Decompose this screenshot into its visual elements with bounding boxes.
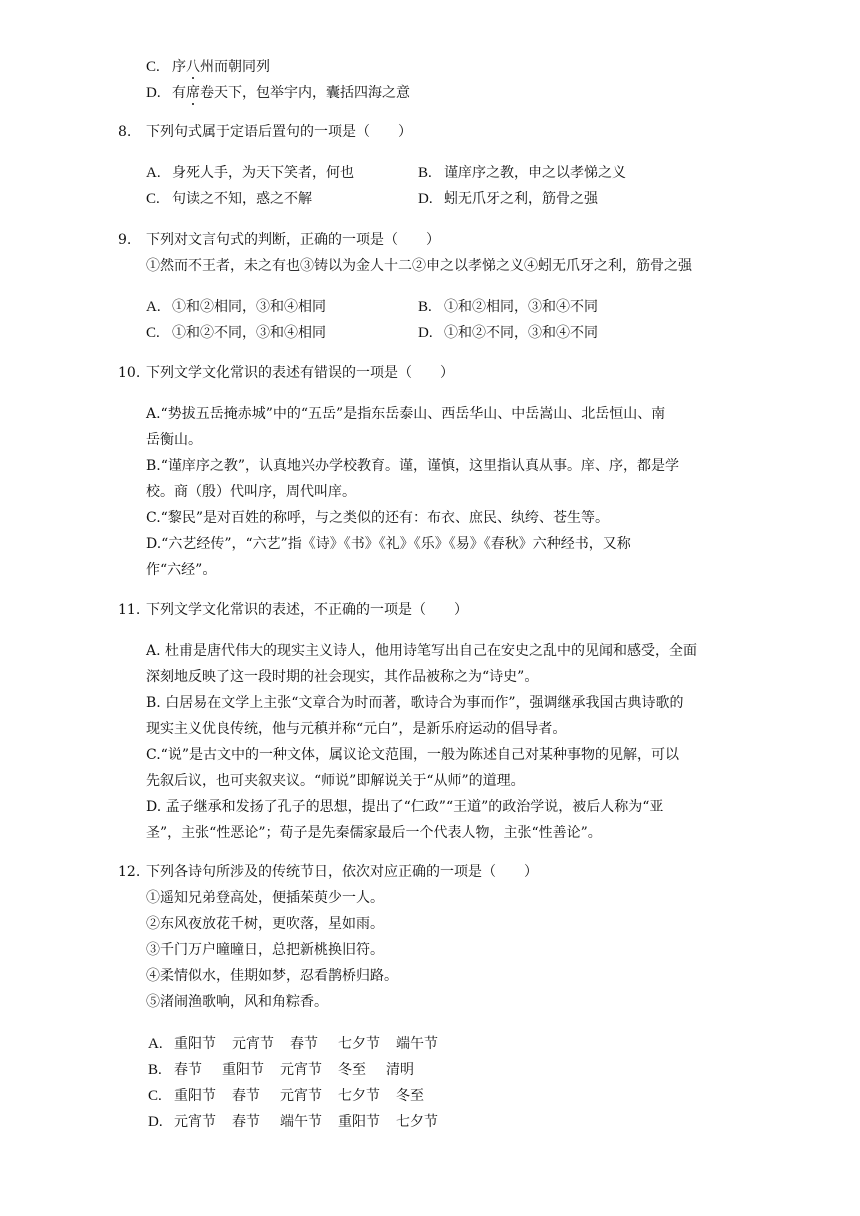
option-item: 七夕节 xyxy=(338,1088,380,1104)
option-item: 元宵节 xyxy=(232,1036,274,1052)
option-text: 身死人手，为天下笑者，何也 xyxy=(172,165,354,181)
option-item: 清明 xyxy=(386,1062,414,1078)
option-item: 春节 xyxy=(232,1114,260,1130)
q7-option-c[interactable] xyxy=(146,57,270,77)
option-item: 元宵节 xyxy=(280,1088,322,1104)
option-text: 蚓无爪牙之利，筋骨之强 xyxy=(444,191,598,207)
option-item: 春节 xyxy=(232,1088,260,1104)
option-letter: A. xyxy=(146,165,161,181)
option-text: ①和②相同，③和④相同 xyxy=(172,299,326,315)
question-stem: 下列句式属于定语后置句的一项是（ ） xyxy=(146,124,412,140)
option-letter: C. xyxy=(146,325,160,341)
option-item: 冬至 xyxy=(396,1088,424,1104)
option-text: ①和②不同，③和④不同 xyxy=(444,325,598,341)
q10-option-line[interactable]: A.“势拔五岳掩赤城”中的“五岳”是指东岳泰山、西岳华山、中岳嵩山、北岳恒山、南 xyxy=(146,406,666,422)
option-item: 端午节 xyxy=(396,1036,438,1052)
q10-option-line[interactable]: B.“谨庠序之教”，认真地兴办学校教育。谨，谨慎，这里指认真从事。庠、序，都是学 xyxy=(146,458,680,474)
option-item: 七夕节 xyxy=(396,1114,438,1130)
q8-option-b[interactable] xyxy=(418,163,626,183)
option-text: 有 xyxy=(172,85,186,101)
option-item: 冬至 xyxy=(338,1062,366,1078)
option-letter: D. xyxy=(418,191,433,207)
q7-option-d[interactable] xyxy=(146,83,410,103)
poem-line: ②东风夜放花千树，更吹落，星如雨。 xyxy=(146,916,384,932)
q11-option-line: 深刻地反映了这一段时期的社会现实，其作品被称之为“诗史”。 xyxy=(146,669,539,685)
q11-option-line[interactable]: A. 杜甫是唐代伟大的现实主义诗人，他用诗笔写出自己在安史之乱中的见闻和感受，全面 xyxy=(146,643,698,659)
option-letter: B. xyxy=(148,1062,162,1078)
option-item: 重阳节 xyxy=(338,1114,380,1130)
q8-option-c[interactable] xyxy=(146,189,312,209)
q10-option-line[interactable]: C.“黎民”是对百姓的称呼，与之类似的还有：布衣、庶民、纨绔、苍生等。 xyxy=(146,510,609,526)
q10-option-line[interactable]: D.“六艺经传”，“六艺”指《诗》《书》《礼》《乐》《易》《春秋》六种经书，又称 xyxy=(146,536,631,552)
question-number: 10. xyxy=(118,365,141,381)
option-text: 句读之不知，惑之不解 xyxy=(172,191,312,207)
option-letter: C. xyxy=(146,191,160,207)
q8-option-a[interactable] xyxy=(146,163,354,183)
option-item: 重阳节 xyxy=(222,1062,264,1078)
q11-option-line[interactable]: D. 孟子继承和发扬了孔子的思想，提出了“仁政”“王道”的政治学说，被后人称为“亚 xyxy=(146,799,664,815)
option-item: 七夕节 xyxy=(338,1036,380,1052)
question-number: 9. xyxy=(118,232,132,248)
option-item: 元宵节 xyxy=(174,1114,216,1130)
option-letter: D. xyxy=(148,1114,163,1130)
q9-option-b[interactable] xyxy=(418,297,598,317)
option-text: 州而朝同列 xyxy=(200,59,270,75)
question-subtext: ①然而不王者，未之有也③铸以为金人十二②申之以孝悌之义④蚓无爪牙之利，筋骨之强 xyxy=(146,258,692,274)
q12-option-c[interactable] xyxy=(148,1086,424,1106)
emphasis-dot-char: 八 xyxy=(186,59,200,75)
q12-option-d[interactable] xyxy=(148,1112,438,1132)
option-text: 谨庠序之教，申之以孝悌之义 xyxy=(444,165,626,181)
q9-option-c[interactable] xyxy=(146,323,326,343)
poem-line: ④柔情似水，佳期如梦，忍看鹊桥归路。 xyxy=(146,968,398,984)
option-text: ①和②不同，③和④相同 xyxy=(172,325,326,341)
option-letter: D. xyxy=(146,85,161,101)
q10-option-line: 岳衡山。 xyxy=(146,432,202,448)
option-item: 春节 xyxy=(174,1062,202,1078)
option-letter: B. xyxy=(418,299,432,315)
option-letter: D. xyxy=(418,325,433,341)
option-letter: C. xyxy=(148,1088,162,1104)
q10-option-line: 校。商（殷）代叫序，周代叫庠。 xyxy=(146,484,356,500)
q8-option-d[interactable] xyxy=(418,189,598,209)
q11-option-line[interactable]: B. 白居易在文学上主张“文章合为时而著，歌诗合为事而作”，强调继承我国古典诗歌的 xyxy=(146,695,684,711)
poem-line: ⑤渚闹渔歌响，风和角粽香。 xyxy=(146,994,328,1010)
question-number: 11. xyxy=(118,602,141,618)
option-letter: C. xyxy=(146,59,160,75)
option-item: 端午节 xyxy=(280,1114,322,1130)
option-text: ①和②相同，③和④不同 xyxy=(444,299,598,315)
question-stem: 下列文学文化常识的表述，不正确的一项是（ ） xyxy=(146,602,468,618)
question-number: 12. xyxy=(118,864,141,880)
option-letter: B. xyxy=(418,165,432,181)
q12-option-b[interactable] xyxy=(148,1060,414,1080)
option-item: 重阳节 xyxy=(174,1088,216,1104)
question-stem: 下列对文言句式的判断，正确的一项是（ ） xyxy=(146,232,440,248)
option-text: 卷天下，包举宇内，囊括四海之意 xyxy=(200,85,410,101)
q11-option-line: 现实主义优良传统，他与元稹并称“元白”，是新乐府运动的倡导者。 xyxy=(146,721,567,737)
q11-option-line: 圣”，主张“性恶论”；荀子是先秦儒家最后一个代表人物，主张“性善论”。 xyxy=(146,825,602,841)
q11-option-line: 先叙后议，也可夹叙夹议。“师说”即解说关于“从师”的道理。 xyxy=(146,773,525,789)
option-item: 重阳节 xyxy=(174,1036,216,1052)
q11-option-line[interactable]: C.“说”是古文中的一种文体，属议论文范围，一般为陈述自己对某种事物的见解，可以 xyxy=(146,747,679,763)
question-number: 8. xyxy=(118,124,132,140)
question-stem: 下列文学文化常识的表述有错误的一项是（ ） xyxy=(146,365,454,381)
q9-option-a[interactable] xyxy=(146,297,326,317)
poem-line: ③千门万户曈曈日，总把新桃换旧符。 xyxy=(146,942,384,958)
option-item: 春节 xyxy=(290,1036,318,1052)
q12-option-a[interactable] xyxy=(148,1034,438,1054)
emphasis-dot-char: 席 xyxy=(186,85,200,101)
poem-line: ①遥知兄弟登高处，便插茱萸少一人。 xyxy=(146,890,384,906)
q9-option-d[interactable] xyxy=(418,323,598,343)
question-stem: 下列各诗句所涉及的传统节日，依次对应正确的一项是（ ） xyxy=(146,864,538,880)
option-letter: A. xyxy=(148,1036,163,1052)
q10-option-line: 作“六经”。 xyxy=(146,562,217,578)
option-letter: A. xyxy=(146,299,161,315)
option-text: 序 xyxy=(172,59,186,75)
option-item: 元宵节 xyxy=(280,1062,322,1078)
